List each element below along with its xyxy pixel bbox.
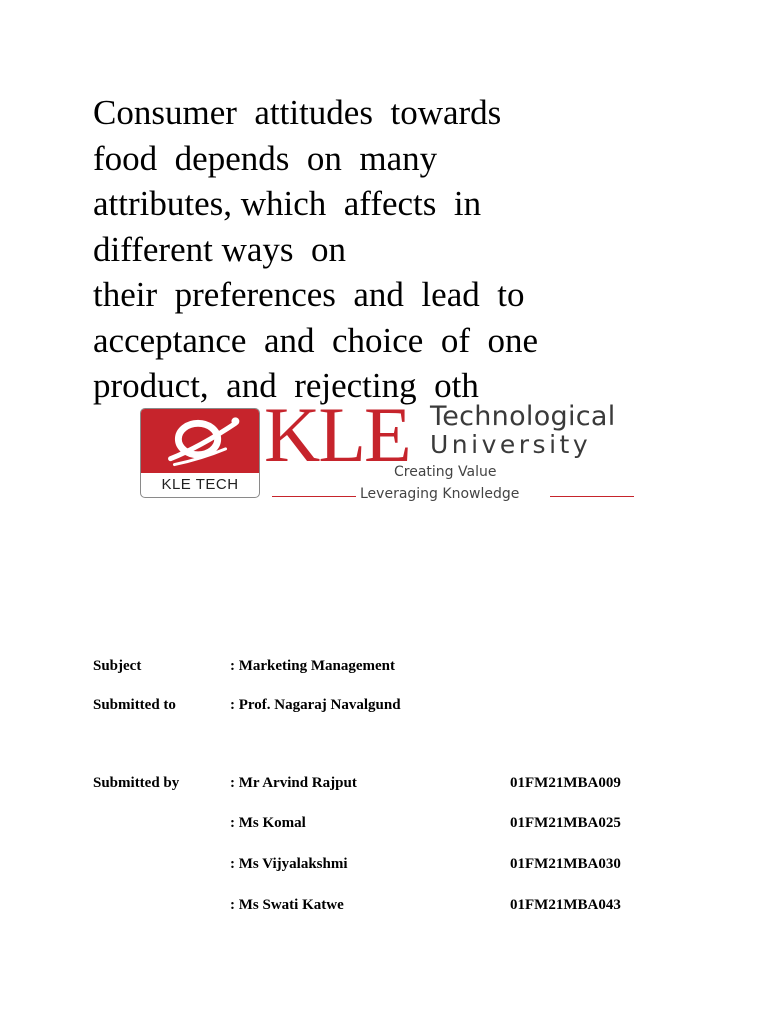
tagline-rule-right xyxy=(550,496,634,497)
logo-name-line1: Technological xyxy=(430,401,616,432)
kle-university-logo xyxy=(138,391,638,505)
member-name: : Ms Komal xyxy=(230,815,306,831)
title-line: attributes, which affects in xyxy=(93,184,482,223)
logo-name-line2: University xyxy=(430,430,592,459)
member-id: 01FM21MBA043 xyxy=(510,897,621,913)
badge-label: KLE TECH xyxy=(161,476,239,493)
title-line: acceptance and choice of one xyxy=(93,320,539,360)
member-name: : Ms Swati Katwe xyxy=(230,897,344,913)
submitted-by-label: Submitted by xyxy=(93,775,180,791)
title-line: food depends on many xyxy=(93,138,438,178)
title-line: different ways on xyxy=(93,229,347,269)
logo-tagline-2: Leveraging Knowledge xyxy=(360,486,520,502)
title-line: their preferences and lead to xyxy=(93,275,525,314)
subject-value: : Marketing Management xyxy=(230,658,395,674)
title-line: product, and rejecting oth xyxy=(93,366,479,405)
member-id: 01FM21MBA009 xyxy=(510,775,621,791)
submitted-to-label: Submitted to xyxy=(93,697,176,713)
member-id: 01FM21MBA025 xyxy=(510,815,621,831)
document-title xyxy=(93,90,653,409)
tagline-rule-left xyxy=(272,496,356,497)
kle-tech-badge xyxy=(140,408,260,498)
member-name: : Mr Arvind Rajput xyxy=(230,775,357,791)
submitted-to-value: : Prof. Nagaraj Navalgund xyxy=(230,697,401,713)
member-name: : Ms Vijyalakshmi xyxy=(230,856,348,872)
title-line: Consumer attitudes towards xyxy=(93,93,502,132)
subject-label: Subject xyxy=(93,658,142,674)
kle-tech-swoosh-icon xyxy=(141,409,259,473)
logo-tagline-1: Creating Value xyxy=(394,464,497,480)
member-id: 01FM21MBA030 xyxy=(510,856,621,872)
logo-brand-text: KLE xyxy=(264,391,410,478)
